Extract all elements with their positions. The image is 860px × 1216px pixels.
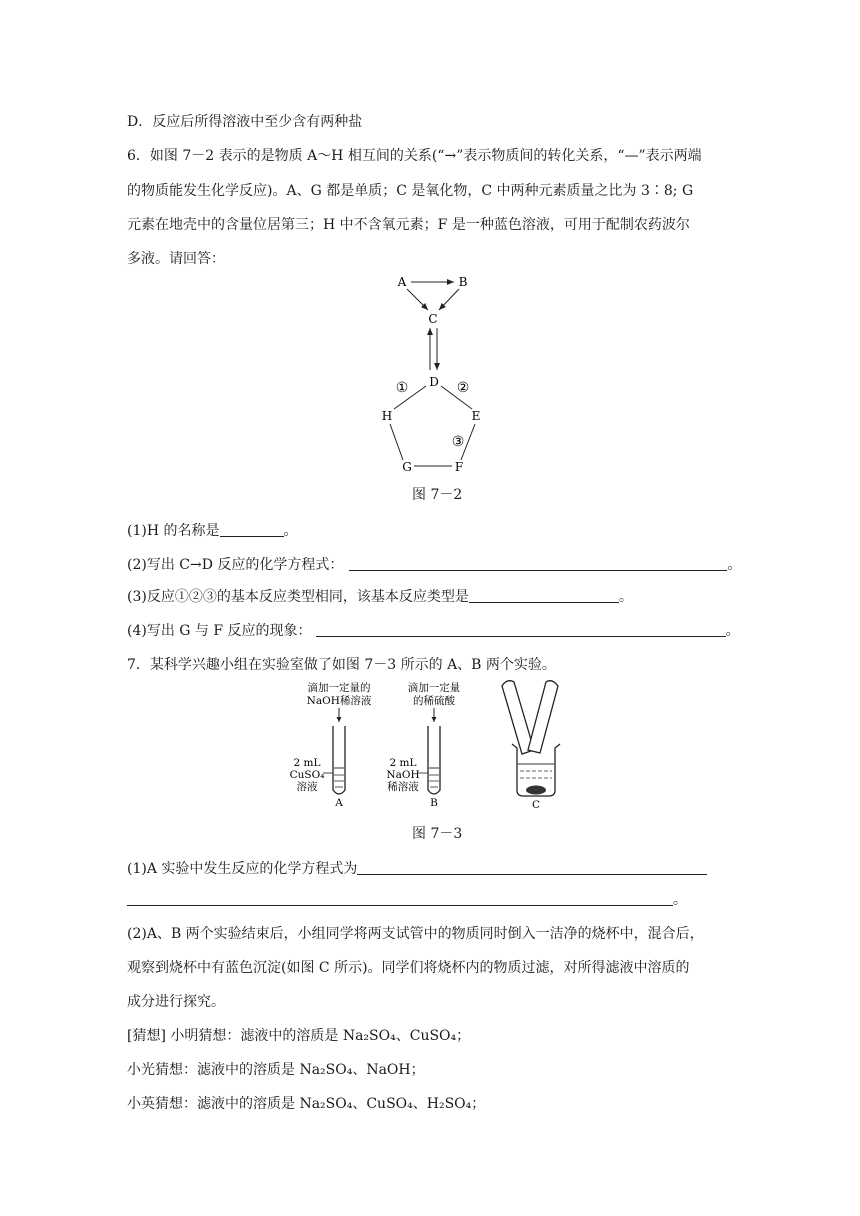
reaction-3-label: ③ (451, 434, 465, 450)
q6-sub2-answer-blank[interactable] (349, 556, 727, 571)
q7-sub2-line-1: (2)A、B 两个实验结束后，小组同学将两支试管中的物质同时倒入一洁净的烧杯中，混合后， (127, 926, 704, 942)
q6-sub2-end: 。 (727, 557, 742, 573)
q7-guess-xiaoming (127, 1026, 470, 1046)
q7-sub1-cont (127, 890, 687, 910)
tube-a-side-label-2: CuSO₄ (290, 769, 325, 781)
tube-a-label: A (335, 797, 343, 809)
node-a: A (397, 275, 407, 289)
tube-a-side-label-1: 2 mL (293, 757, 321, 769)
q6-sub1-text: (1)H 的名称是 (127, 523, 220, 539)
q6-sub4-answer-blank[interactable] (316, 622, 726, 637)
node-g: G (402, 460, 412, 474)
tube-b-side-label-2: NaOH (386, 769, 420, 781)
guess-xiaoming-text: 小明猜想：滤液中的溶质是 Na₂SO₄、CuSO₄； (165, 1028, 471, 1044)
reaction-1-label: ① (395, 380, 409, 396)
q6-sub3-text: (3)反应①②③的基本反应类型相同，该基本反应类型是 (127, 589, 469, 605)
q7-guess-xiaoying: 小英猜想：滤液中的溶质是 Na₂SO₄、CuSO₄、H₂SO₄； (127, 1096, 486, 1112)
q6-sub3-answer-blank[interactable] (469, 588, 619, 603)
tube-b-side-label-3: 稀溶液 (387, 781, 419, 793)
tube-a-side-label-3: 溶液 (296, 781, 318, 793)
figure-7-2-caption: 图 7－2 (412, 487, 463, 503)
q5-option-d: D．反应后所得溶液中至少含有两种盐 (127, 114, 363, 130)
q6-sub4-text: (4)写出 G 与 F 反应的现象： (127, 623, 312, 639)
q6-sub1 (127, 521, 298, 541)
q7-sub1-answer-blank-1[interactable] (357, 860, 707, 875)
figure-7-3-caption: 图 7－3 (412, 826, 463, 842)
node-b: B (458, 275, 468, 289)
tube-b-label: B (430, 797, 438, 809)
q6-stem-line-3: 元素在地壳中的含量位居第三；H 中不含氧元素；F 是一种蓝色溶液，可用于配制农药波尔 (127, 217, 690, 233)
q6-stem-line-1: 6．如图 7－2 表示的是物质 A～H 相互间的关系(“→”表示物质间的转化关系，“—”表示两端 (127, 148, 702, 164)
tube-b-top-label-1: 滴加一定量 (407, 682, 461, 694)
pouring-tube-right (528, 681, 558, 753)
q7-sub2-line-3: 成分进行探究。 (127, 994, 225, 1010)
arrow-a-to-c (407, 289, 428, 310)
relation-diagram (370, 272, 500, 482)
node-d: D (429, 375, 439, 389)
q6-sub3-end: 。 (618, 589, 633, 605)
test-tube-b (428, 726, 440, 794)
q6-sub1-answer-blank[interactable] (220, 522, 284, 537)
q7-sub2-line-2: 观察到烧杯中有蓝色沉淀(如图 C 所示)。同学们将烧杯内的物质过滤，对所得滤液中溶质的 (127, 960, 690, 976)
q6-sub1-end: 。 (283, 523, 298, 539)
q6-stem-line-2: 的物质能发生化学反应)。A、G 都是单质；C 是氧化物，C 中两种元素质量之比为 3∶8; G (127, 183, 694, 199)
test-tube-a (333, 726, 345, 794)
q7-sub1 (127, 859, 707, 879)
link-h-g (390, 424, 403, 460)
beaker-c-label: C (531, 799, 541, 811)
q7-sub1-answer-blank-2[interactable] (127, 891, 673, 906)
q6-sub3 (127, 587, 633, 607)
tube-b-side-label-1: 2 mL (389, 757, 417, 769)
node-h: H (381, 409, 393, 423)
arrow-b-to-c (439, 289, 459, 310)
q6-sub2-text: (2)写出 C→D 反应的化学方程式： (127, 557, 344, 573)
node-c: C (428, 312, 438, 326)
q6-stem-line-4: 多液。请回答： (127, 251, 225, 267)
q6-sub2 (127, 555, 741, 575)
tube-a-top-label-2: NaOH稀溶液 (306, 695, 372, 707)
q7-stem: 7．某科学兴趣小组在实验室做了如图 7－3 所示的 A、B 两个实验。 (127, 657, 556, 673)
tube-a-top-label-1: 滴加一定量的 (307, 682, 371, 694)
experiment-figure (290, 680, 580, 816)
reaction-2-label: ② (456, 380, 470, 396)
blue-precipitate (526, 786, 546, 795)
q7-sub1-text: (1)A 实验中发生反应的化学方程式为 (127, 861, 358, 877)
q7-guess-xiaoguang: 小光猜想：滤液中的溶质是 Na₂SO₄、NaOH； (127, 1062, 425, 1078)
q7-sub1-end: 。 (673, 892, 687, 908)
q6-sub4-end: 。 (725, 623, 740, 639)
guess-tag: [猜想] (127, 1028, 166, 1044)
node-f: F (454, 460, 464, 474)
q6-sub4 (127, 621, 740, 641)
node-e: E (471, 409, 481, 423)
tube-b-top-label-2: 的稀硫酸 (413, 695, 455, 707)
